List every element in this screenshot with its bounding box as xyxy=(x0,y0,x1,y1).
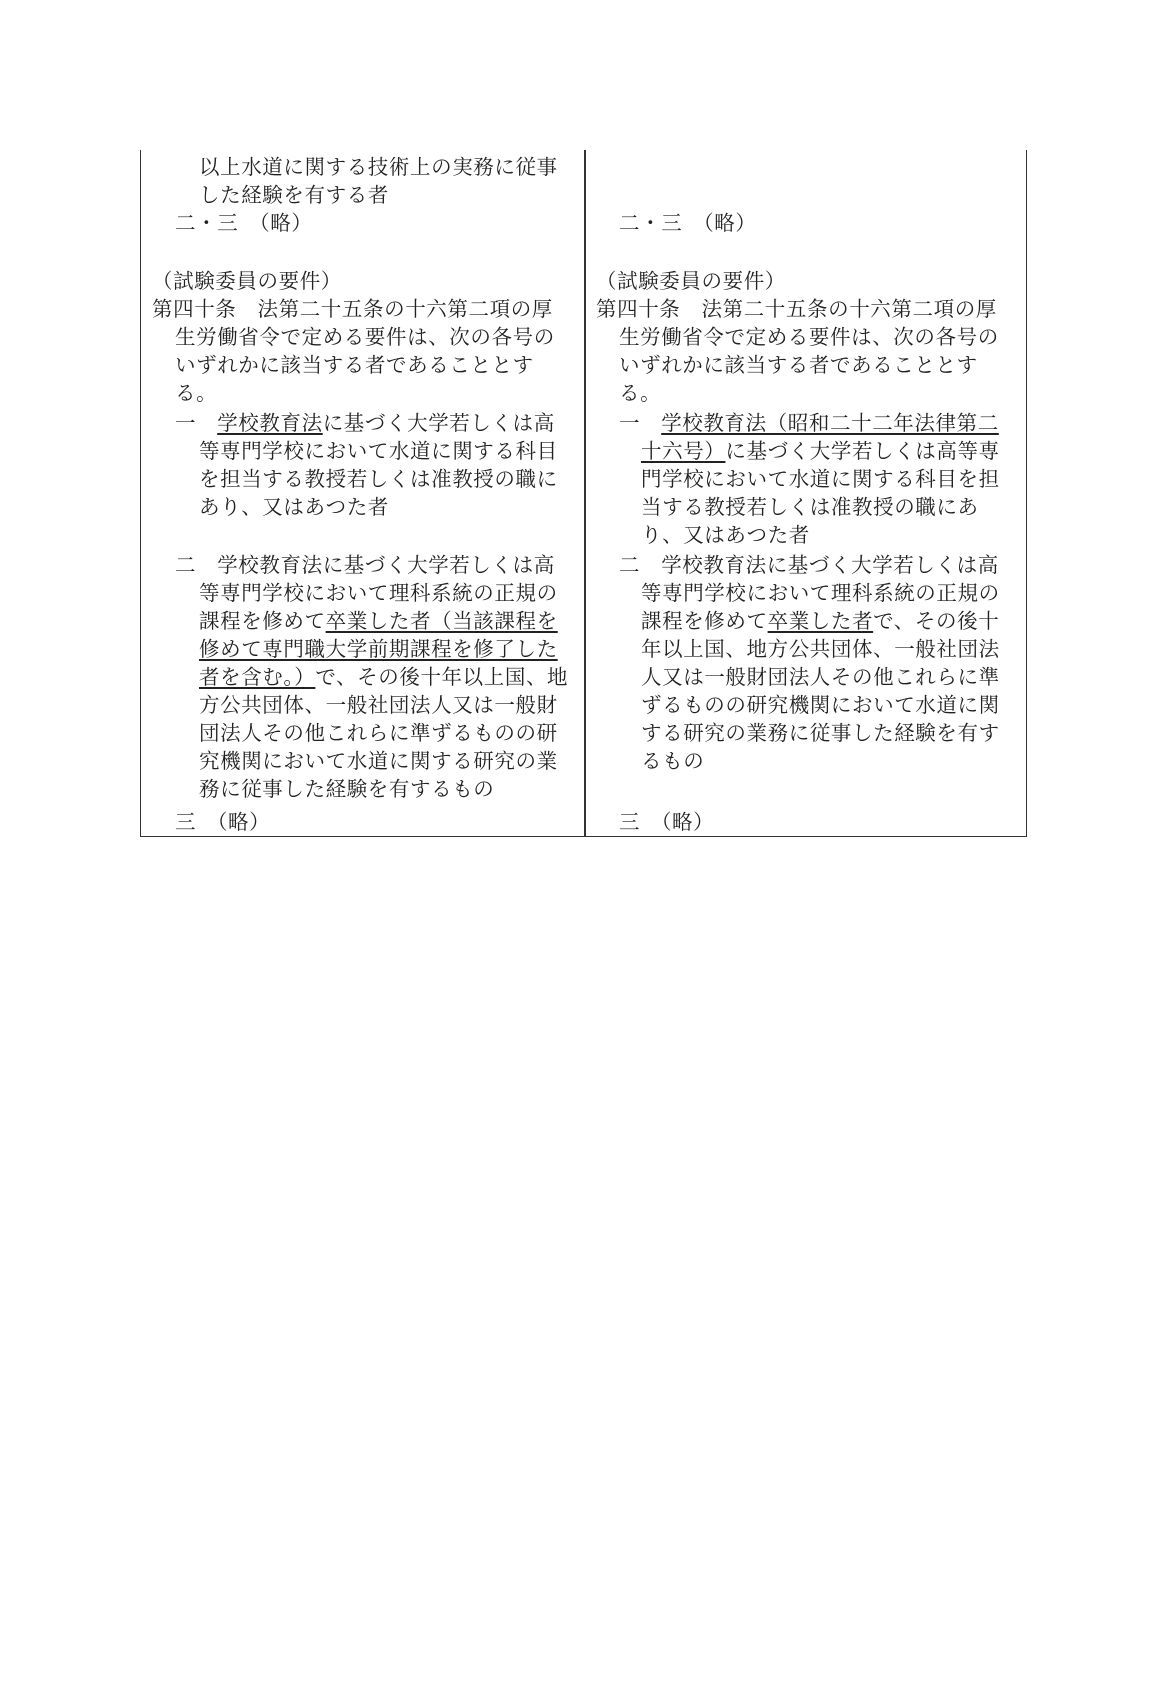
left-item2-line-3: 課程を修めて卒業した者（当該課程を xyxy=(199,609,558,633)
right-item2-line-8: るもの xyxy=(641,749,705,773)
right-item2-line-3: 課程を修めて卒業した者で、その後十 xyxy=(641,609,1000,633)
left-item1-line-3: を担当する教授若しくは准教授の職に xyxy=(199,467,558,491)
left-item2-line-4: 修めて専門職大学前期課程を修了した xyxy=(199,637,558,661)
left-article-heading: （試験委員の要件） xyxy=(152,269,342,293)
left-item-3: 三 （略） xyxy=(175,810,271,834)
right-article-line-4: る。 xyxy=(619,381,662,405)
right-item-3: 三 （略） xyxy=(619,810,715,834)
right-item2-line-1: 二 学校教育法に基づく大学若しくは高 xyxy=(619,553,999,577)
left-item2-line-8: 究機関において水道に関する研究の業 xyxy=(199,749,558,773)
left-item2-line-5: 者を含む。）で、その後十年以上国、地 xyxy=(199,665,569,689)
left-item2-line-7: 団法人その他これらに準ずるものの研 xyxy=(199,721,558,745)
right-item2-line-4: 年以上国、地方公共団体、一般社団法 xyxy=(641,637,1000,661)
left-item1-line-4: あり、又はあつた者 xyxy=(199,495,389,519)
right-item1-line-3: 門学校において水道に関する科目を担 xyxy=(641,467,1000,491)
left-item2-line-6: 方公共団体、一般社団法人又は一般財 xyxy=(199,693,558,717)
left-item2-line-9: 務に従事した経験を有するもの xyxy=(199,777,495,801)
left-item1-line-2: 等専門学校において水道に関する科目 xyxy=(199,439,558,463)
right-article-line-3: いずれかに該当する者であることとす xyxy=(619,353,978,377)
left-item1-line-1: 一 学校教育法に基づく大学若しくは高 xyxy=(175,411,555,435)
right-item1-line-5: り、又はあつた者 xyxy=(641,523,810,547)
left-cont-line-1: 以上水道に関する技術上の実務に従事 xyxy=(199,155,558,179)
left-article-line-4: る。 xyxy=(175,381,218,405)
right-item2-line-5: 人又は一般財団法人その他これらに準 xyxy=(641,665,1000,689)
left-article-line-3: いずれかに該当する者であることとす xyxy=(175,353,534,377)
right-item2-line-2: 等専門学校において理科系統の正規の xyxy=(641,581,1000,605)
right-item1-line-4: 当する教授若しくは准教授の職にあ xyxy=(641,495,979,519)
right-item2-line-7: する研究の業務に従事した経験を有す xyxy=(641,721,1000,745)
left-cont-line-2: した経験を有する者 xyxy=(199,183,389,207)
right-item1-line-2: 十六号）に基づく大学若しくは高等専 xyxy=(641,439,1000,463)
right-items-2-3: 二・三 （略） xyxy=(619,211,757,235)
right-item1-line-1: 一 学校教育法（昭和二十二年法律第二 xyxy=(619,411,999,435)
right-article-heading: （試験委員の要件） xyxy=(596,269,786,293)
left-items-2-3: 二・三 （略） xyxy=(175,211,313,235)
left-article-line-1: 第四十条 法第二十五条の十六第二項の厚 xyxy=(152,297,553,321)
column-divider xyxy=(584,150,586,837)
right-item2-line-6: ずるものの研究機関において水道に関 xyxy=(641,693,1000,717)
left-article-line-2: 生労働省令で定める要件は、次の各号の xyxy=(175,325,555,349)
right-article-line-2: 生労働省令で定める要件は、次の各号の xyxy=(619,325,999,349)
right-article-line-1: 第四十条 法第二十五条の十六第二項の厚 xyxy=(596,297,997,321)
left-item2-line-2: 等専門学校において理科系統の正規の xyxy=(199,581,558,605)
left-item2-line-1: 二 学校教育法に基づく大学若しくは高 xyxy=(175,553,555,577)
